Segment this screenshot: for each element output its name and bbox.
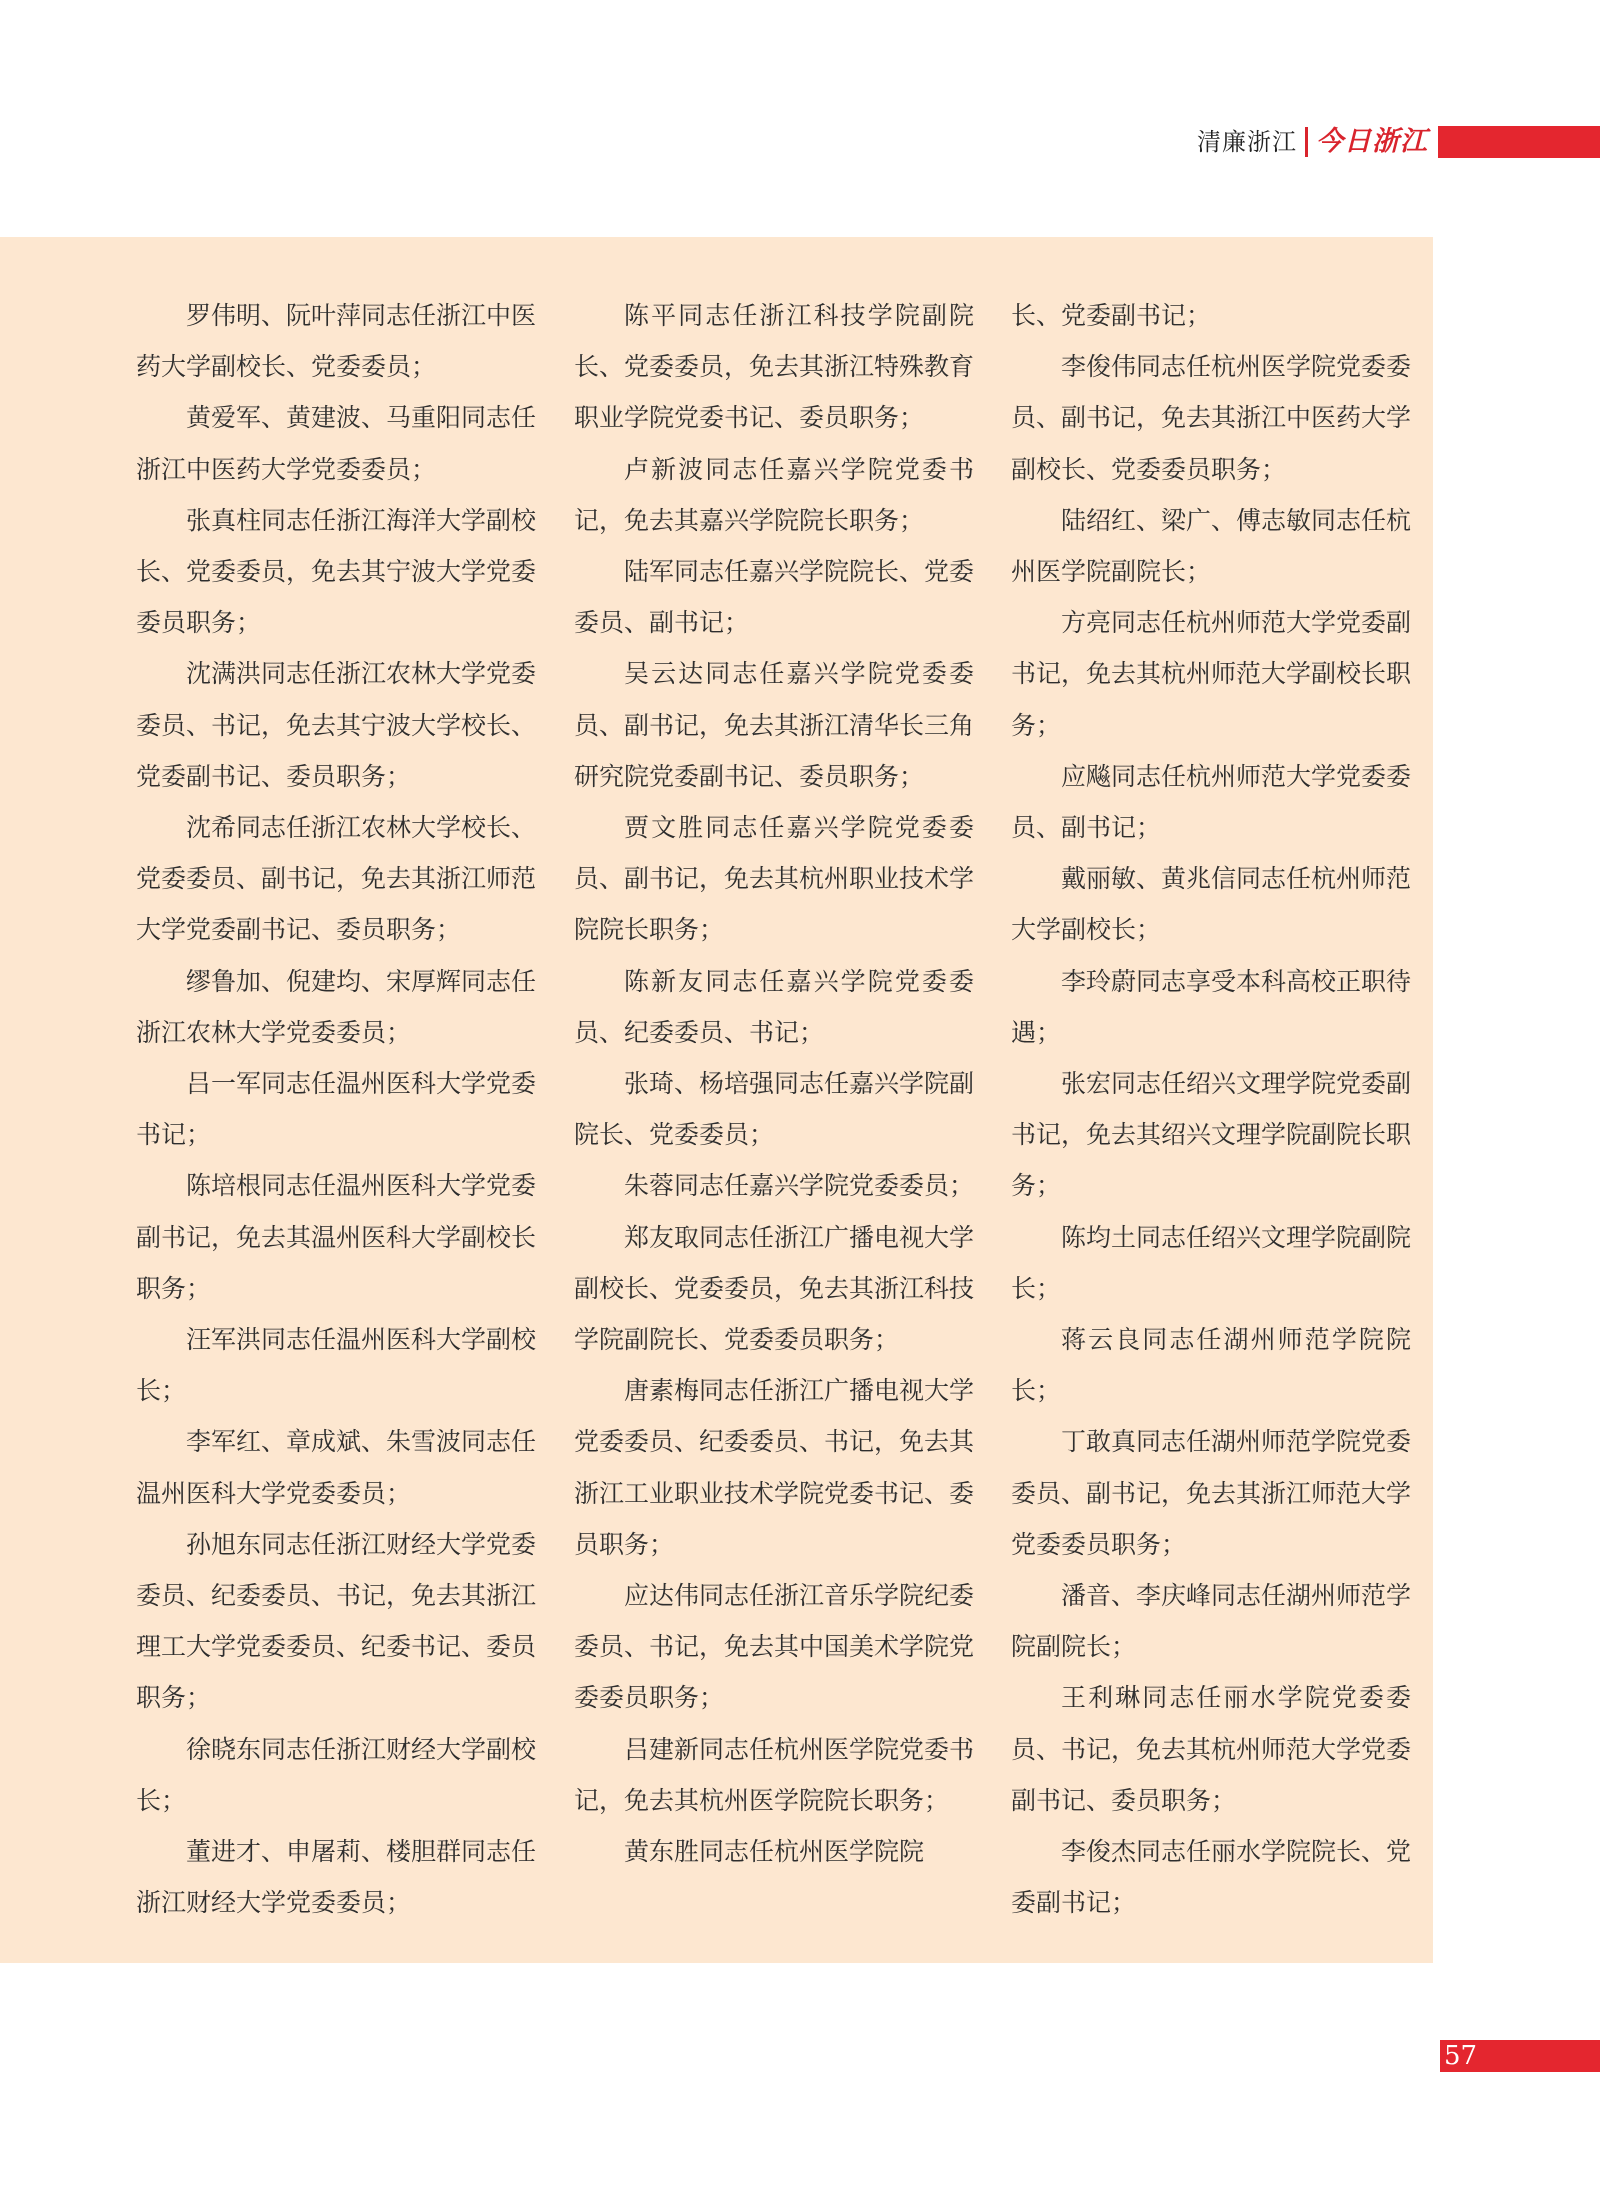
appointment-paragraph: 长、党委副书记； <box>1011 301 1212 330</box>
appointment-paragraph: 潘音、李庆峰同志任湖州师范学院副院长； <box>1011 1581 1412 1662</box>
appointment-paragraph: 陈平同志任浙江科技学院副院长、党委委员，免去其浙江特殊教育职业学院党委书记、委员职务； <box>574 301 975 433</box>
appointment-paragraph: 唐素梅同志任浙江广播电视大学党委委员、纪委委员、书记，免去其浙江工业职业技术学院党委书记、委员职务； <box>574 1376 975 1559</box>
appointment-paragraph: 孙旭东同志任浙江财经大学党委委员、纪委委员、书记，免去其浙江理工大学党委委员、纪委书记、委员职务； <box>136 1529 537 1713</box>
appointment-paragraph: 丁敢真同志任湖州师范学院党委委员、副书记，免去其浙江师范大学党委委员职务； <box>1011 1427 1412 1559</box>
appointment-paragraph: 应飚同志任杭州师范大学党委委员、副书记； <box>1011 761 1412 843</box>
appointment-paragraph: 沈希同志任浙江农林大学校长、党委委员、副书记，免去其浙江师范大学党委副书记、委员职务； <box>136 813 537 945</box>
appointment-paragraph: 张真柱同志任浙江海洋大学副校长、党委委员，免去其宁波大学党委委员职务； <box>136 505 537 638</box>
appointment-paragraph: 张宏同志任绍兴文理学院党委副书记，免去其绍兴文理学院副院长职务； <box>1011 1069 1412 1201</box>
page-header <box>1197 126 1600 158</box>
appointment-paragraph: 陈新友同志任嘉兴学院党委委员、纪委委员、书记； <box>574 966 974 1047</box>
appointment-paragraph: 李俊杰同志任丽水学院院长、党委副书记； <box>1011 1837 1412 1918</box>
appointment-paragraph: 罗伟明、阮叶萍同志任浙江中医药大学副校长、党委委员； <box>136 301 537 382</box>
appointment-paragraph: 吕建新同志任杭州医学院党委书记，免去其杭州医学院院长职务； <box>574 1734 975 1815</box>
appointment-paragraph: 李俊伟同志任杭州医学院党委委员、副书记，免去其浙江中医药大学副校长、党委委员职务； <box>1011 352 1412 484</box>
text-column-2 <box>574 290 974 1877</box>
appointment-paragraph: 李玲蔚同志享受本科高校正职待遇； <box>1011 966 1412 1047</box>
appointment-paragraph: 郑友取同志任浙江广播电视大学副校长、党委委员，免去其浙江科技学院副院长、党委委员职务； <box>574 1222 975 1355</box>
appointment-paragraph: 方亮同志任杭州师范大学党委副书记，免去其杭州师范大学副校长职务； <box>1011 608 1412 740</box>
appointment-paragraph: 吕一军同志任温州医科大学党委书记； <box>136 1069 537 1150</box>
text-column-3 <box>1011 290 1411 1929</box>
appointment-paragraph: 陆军同志任嘉兴学院院长、党委委员、副书记； <box>574 557 975 638</box>
appointment-paragraph: 王利琳同志任丽水学院党委委员、书记，免去其杭州师范大学党委副书记、委员职务； <box>1011 1683 1412 1815</box>
article-panel <box>0 237 1433 1963</box>
section-label: 清廉浙江 <box>1197 128 1297 156</box>
appointment-paragraph: 陆绍红、梁广、傅志敏同志任杭州医学院副院长； <box>1011 505 1412 587</box>
appointment-paragraph: 沈满洪同志任浙江农林大学党委委员、书记，免去其宁波大学校长、党委副书记、委员职务； <box>136 659 537 791</box>
appointment-paragraph: 吴云达同志任嘉兴学院党委委员、副书记，免去其浙江清华长三角研究院党委副书记、委员职务； <box>574 659 975 791</box>
appointment-paragraph: 蒋云良同志任湖州师范学院院长； <box>1011 1325 1411 1406</box>
appointment-paragraph: 徐晓东同志任浙江财经大学副校长； <box>136 1734 537 1815</box>
appointment-paragraph: 陈培根同志任温州医科大学党委副书记，免去其温州医科大学副校长职务； <box>136 1171 537 1303</box>
appointment-paragraph: 陈均土同志任绍兴文理学院副院长； <box>1011 1222 1412 1303</box>
appointment-paragraph: 黄东胜同志任杭州医学院院 <box>624 1837 925 1867</box>
header-divider <box>1305 127 1308 157</box>
appointment-paragraph: 缪鲁加、倪建均、宋厚辉同志任浙江农林大学党委委员； <box>136 966 537 1047</box>
appointment-paragraph: 朱蓉同志任嘉兴学院党委委员； <box>624 1171 975 1201</box>
appointment-paragraph: 贾文胜同志任嘉兴学院党委委员、副书记，免去其杭州职业技术学院院长职务； <box>574 813 975 945</box>
magazine-logo: 今日浙江 <box>1316 126 1428 157</box>
appointment-paragraph: 卢新波同志任嘉兴学院党委书记，免去其嘉兴学院院长职务； <box>574 454 974 535</box>
appointment-paragraph: 应达伟同志任浙江音乐学院纪委委员、书记，免去其中国美术学院党委委员职务； <box>574 1581 975 1713</box>
appointment-paragraph: 张琦、杨培强同志任嘉兴学院副院长、党委委员； <box>574 1069 975 1150</box>
header-accent-bar <box>1438 126 1600 158</box>
text-column-1 <box>136 290 536 1929</box>
appointment-paragraph: 黄爱军、黄建波、马重阳同志任浙江中医药大学党委委员； <box>136 403 537 484</box>
appointment-paragraph: 戴丽敏、黄兆信同志任杭州师范大学副校长； <box>1011 864 1412 945</box>
appointment-paragraph: 汪军洪同志任温州医科大学副校长； <box>136 1325 537 1406</box>
appointment-paragraph: 李军红、章成斌、朱雪波同志任温州医科大学党委委员； <box>136 1427 537 1508</box>
page-number: 57 <box>1444 2041 1478 2071</box>
appointment-paragraph: 董进才、申屠莉、楼胆群同志任浙江财经大学党委委员； <box>136 1837 537 1918</box>
